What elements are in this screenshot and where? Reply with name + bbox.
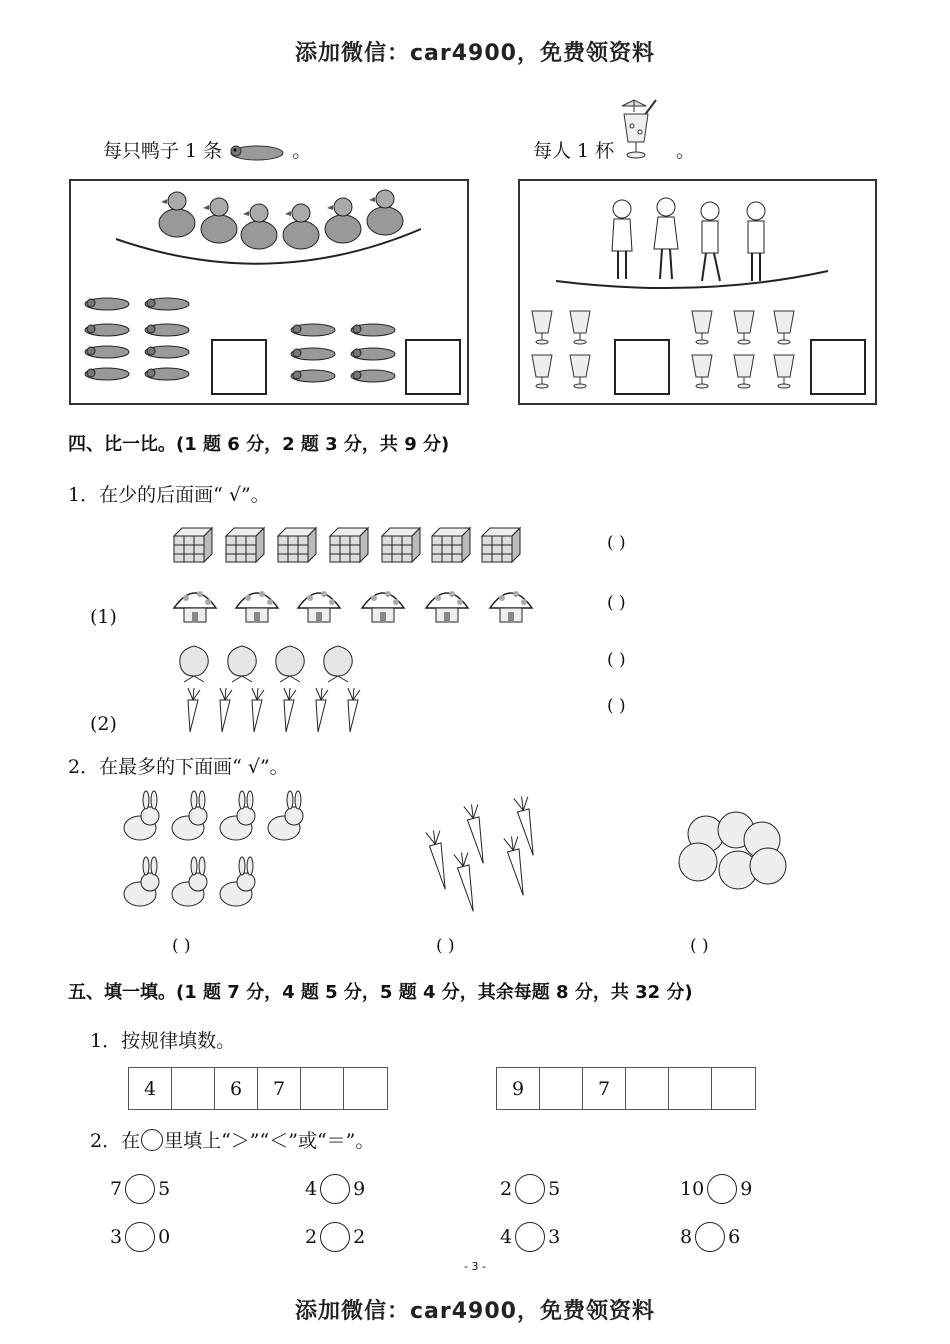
sequence-cell[interactable] (626, 1068, 669, 1109)
answer-box-worms-right[interactable] (405, 339, 461, 395)
sequence-cell[interactable]: 4 (129, 1068, 172, 1109)
sequence-grid-2 (496, 1067, 756, 1110)
juice-cup-icon (616, 98, 660, 162)
page-number: - 3 - (464, 1260, 486, 1273)
circle-icon (141, 1129, 163, 1151)
people-juice-box (518, 179, 877, 405)
child-icon (654, 198, 678, 279)
compare-circle[interactable] (125, 1222, 155, 1252)
answer-paren-rabbits[interactable]: ( ) (172, 936, 191, 956)
children-row (612, 198, 765, 281)
compare-item (500, 1222, 560, 1252)
sequence-cell[interactable]: 7 (258, 1068, 301, 1109)
compare-circle[interactable] (125, 1174, 155, 1204)
compare-right: 9 (353, 1178, 366, 1200)
answer-paren-carrot-bunch[interactable]: ( ) (436, 936, 455, 956)
people-prompt-text: 每人 1 杯 (533, 140, 615, 162)
cup-group-left (532, 311, 590, 388)
compare-item (500, 1174, 560, 1204)
duck-icon (159, 192, 195, 237)
peach-row (180, 646, 352, 682)
carrot-bunch (426, 795, 543, 913)
compare-left: 10 (680, 1178, 705, 1200)
sequence-grid-1 (128, 1067, 388, 1110)
compare-right: 0 (158, 1226, 171, 1248)
duck-icon (283, 204, 319, 249)
people-line (556, 271, 828, 288)
rabbit-group (124, 791, 303, 906)
sequence-cell[interactable] (712, 1068, 755, 1109)
duck-icon (241, 204, 277, 249)
compare-pictures-q2 (110, 790, 800, 920)
q2-text-b: 里填上“＞”“＜”或“＝”。 (164, 1130, 375, 1152)
worm-icon (228, 141, 286, 163)
compare-right: 5 (158, 1178, 171, 1200)
apple-pile (679, 812, 786, 889)
section4-heading: 四、比一比。(1 题 6 分，2 题 3 分，共 9 分) (68, 434, 450, 455)
compare-right: 6 (728, 1226, 741, 1248)
answer-box-cups-right[interactable] (810, 339, 866, 395)
child-icon (747, 202, 765, 281)
duck-icon (201, 198, 237, 243)
compare-circle[interactable] (515, 1222, 545, 1252)
sequence-cell[interactable] (301, 1068, 344, 1109)
answer-paren-peaches[interactable]: ( ) (607, 650, 626, 670)
answer-paren-cubes[interactable]: ( ) (607, 533, 626, 553)
compare-right: 3 (548, 1226, 561, 1248)
compare-circle[interactable] (320, 1222, 350, 1252)
answer-paren-apples[interactable]: ( ) (690, 936, 709, 956)
compare-circle[interactable] (320, 1174, 350, 1204)
child-icon (701, 202, 720, 281)
compare-left: 2 (305, 1226, 318, 1248)
bottom-watermark-banner: 添加微信：car4900，免费领资料 (295, 1299, 655, 1324)
compare-left: 3 (110, 1226, 123, 1248)
section4-q1: 1．在少的后面画“ √”。 (68, 484, 270, 506)
compare-item (110, 1174, 170, 1204)
compare-right: 2 (353, 1226, 366, 1248)
cup-group-right (692, 311, 794, 388)
mushroom-house-row (174, 591, 532, 622)
sequence-cell[interactable]: 7 (583, 1068, 626, 1109)
sequence-cell[interactable] (669, 1068, 712, 1109)
duck-worm-box (69, 179, 469, 405)
compare-item (110, 1222, 170, 1252)
compare-item (305, 1174, 365, 1204)
worm-group-right (291, 324, 395, 382)
answer-paren-carrots[interactable]: ( ) (607, 696, 626, 716)
compare-circle[interactable] (695, 1222, 725, 1252)
people-prompt (533, 136, 614, 163)
duck-prompt-text: 每只鸭子 1 条 (103, 140, 223, 162)
sequence-cell[interactable]: 6 (215, 1068, 258, 1109)
section4-q2: 2．在最多的下面画“ √”。 (68, 756, 289, 778)
compare-item (680, 1222, 740, 1252)
worm-group-left (85, 298, 189, 380)
sequence-cell[interactable] (344, 1068, 387, 1109)
group-label-2: (2) (90, 713, 117, 735)
compare-pictures-q1 (170, 522, 530, 742)
section5-q1: 1．按规律填数。 (90, 1030, 236, 1052)
duck-icon (367, 190, 403, 235)
compare-left: 7 (110, 1178, 123, 1200)
duck-prompt-end: 。 (292, 140, 312, 162)
compare-item (305, 1222, 365, 1252)
section5-heading: 五、填一填。(1 题 7 分，4 题 5 分，5 题 4 分，其余每题 8 分，共 32 分) (68, 982, 693, 1003)
duck-row (159, 190, 403, 249)
compare-left: 4 (500, 1226, 513, 1248)
answer-paren-mushrooms[interactable]: ( ) (607, 593, 626, 613)
child-icon (612, 200, 632, 279)
compare-left: 2 (500, 1178, 513, 1200)
top-watermark-banner: 添加微信：car4900，免费领资料 (295, 41, 655, 66)
answer-box-worms-left[interactable] (211, 339, 267, 395)
people-prompt-end: 。 (676, 140, 696, 162)
compare-right: 9 (740, 1178, 753, 1200)
compare-circle[interactable] (515, 1174, 545, 1204)
section5-q2 (90, 1126, 374, 1153)
compare-left: 4 (305, 1178, 318, 1200)
sequence-cell[interactable] (172, 1068, 215, 1109)
cube-row (174, 528, 520, 562)
compare-circle[interactable] (707, 1174, 737, 1204)
group-label-1: (1) (90, 606, 117, 628)
sequence-cell[interactable] (540, 1068, 583, 1109)
sequence-cell[interactable]: 9 (497, 1068, 540, 1109)
compare-left: 8 (680, 1226, 693, 1248)
duck-prompt (103, 136, 311, 163)
compare-item (680, 1174, 752, 1204)
compare-right: 5 (548, 1178, 561, 1200)
q2-text-a: 2．在 (90, 1130, 141, 1152)
duck-icon (325, 198, 361, 243)
carrot-row (188, 688, 360, 732)
answer-box-cups-left[interactable] (614, 339, 670, 395)
